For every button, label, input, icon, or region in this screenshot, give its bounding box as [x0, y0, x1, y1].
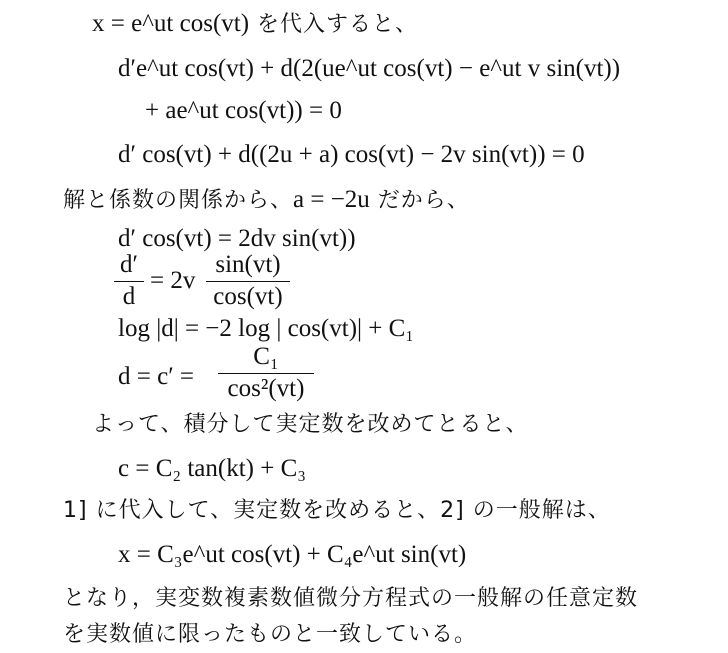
coefficient-relation: [63, 184, 470, 216]
conclusion-text-2: を実数値に限ったものと一致している。: [63, 622, 478, 647]
fraction-numerator: d′: [120, 251, 138, 278]
fraction-numerator-sin: sin(vt): [215, 251, 281, 278]
fraction-denominator-cos2: cos²(vt): [227, 375, 305, 402]
equation-line-4: d′ cos(vt) = 2dv sin(vt)): [118, 225, 356, 252]
equation-line-1: d′e^ut cos(vt) + d(2(ue^ut cos(vt) − e^ut v sin(vt)): [118, 55, 621, 82]
fraction-numerator-c1: C₁: [253, 343, 279, 370]
fraction-sin-over-cos: [206, 250, 290, 312]
conclusion-text-1: となり，実変数複素数値微分方程式の一般解の任意定数: [63, 586, 639, 611]
equals-2v: = 2v: [150, 267, 196, 294]
integration-text: よって、積分して実定数を改めてとると、: [92, 412, 529, 437]
coefficient-text-b: だから、: [369, 188, 470, 213]
general-solution-formula: x = C₃e^ut cos(vt) + C₄e^ut sin(vt): [118, 541, 467, 568]
fraction-denominator-cos: cos(vt): [213, 283, 283, 310]
fraction-denominator: d: [122, 283, 136, 310]
substitution-text: を代入すると、: [249, 12, 419, 37]
coefficient-text-a: 解と係数の関係から、: [63, 188, 294, 213]
equation-c: c = C₂ tan(kt) + C₃: [118, 455, 306, 482]
equation-d-lhs: d = c′ =: [118, 363, 195, 390]
equation-line-2: + ae^ut cos(vt)) = 0: [145, 97, 342, 124]
equation-line-3: d′ cos(vt) + d((2u + a) cos(vt) − 2v sin(vt)) = 0: [118, 141, 585, 168]
coefficient-formula: a = −2u: [293, 186, 370, 213]
general-solution-intro: 1] に代入して、実定数を改めると、2] の一般解は、: [63, 498, 611, 523]
fraction-c1-over-cos2: [218, 342, 314, 404]
substitution-formula: x = e^ut cos(vt): [92, 10, 250, 37]
equation-log: log |d| = −2 log | cos(vt)| + C₁: [118, 315, 415, 342]
fraction-dprime-over-d: [114, 250, 144, 312]
substitution-intro: [92, 8, 418, 40]
